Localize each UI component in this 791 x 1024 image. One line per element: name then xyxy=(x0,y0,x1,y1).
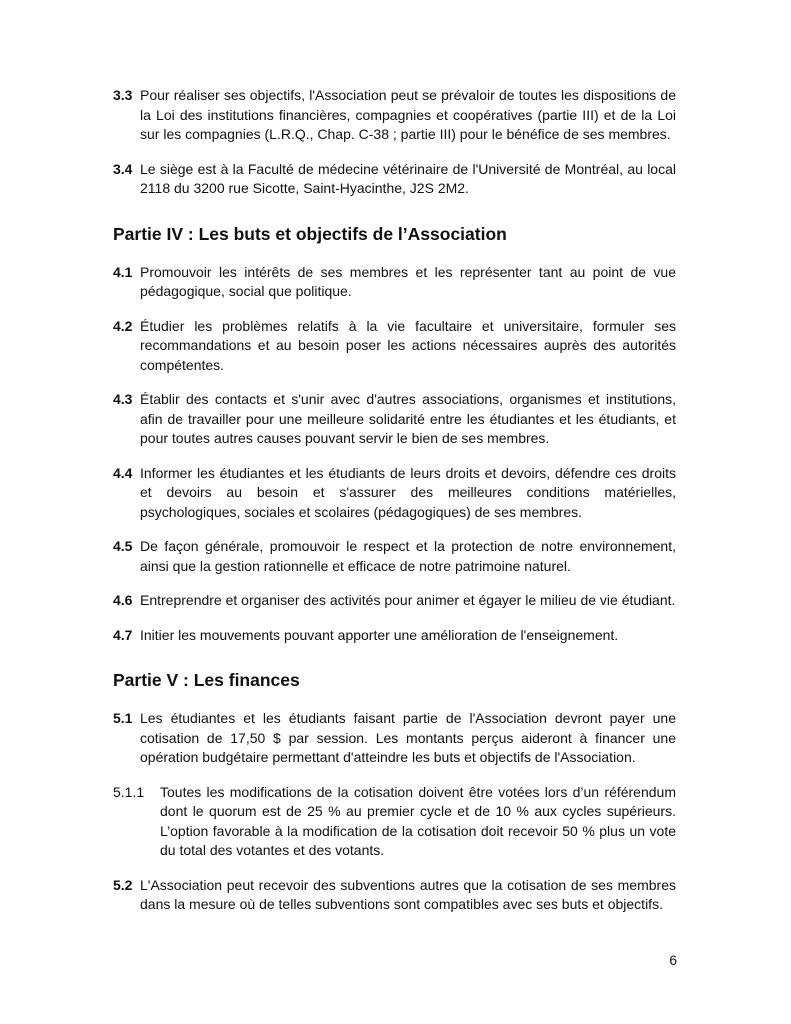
page-number: 6 xyxy=(669,952,677,968)
clause-text: Promouvoir les intérêts de ses membres et les représenter tant au point de vue pédagogique, social que politique. xyxy=(140,263,676,299)
clause-5-1-1 xyxy=(113,783,676,861)
clause-text: Établir des contacts et s'unir avec d'autres associations, organismes et institutions, afin de travailler pour une meilleure solidarité entre les étudiantes et les étudiants, et pour toutes autres causes pouvant servir le bien de ses membres. xyxy=(140,391,676,446)
clause-4-7 xyxy=(113,626,676,646)
clause-4-2 xyxy=(113,317,676,376)
clause-number: 5.2 xyxy=(113,876,133,893)
clause-text: De façon générale, promouvoir le respect et la protection de notre environnement, ainsi que la gestion rationnelle et efficace de notre patrimoine naturel. xyxy=(140,538,676,574)
clause-text: Étudier les problèmes relatifs à la vie facultaire et universitaire, formuler ses recommandations et au besoin poser les actions nécessaires auprès des autorités compétentes. xyxy=(140,317,676,373)
clause-number: 4.5 xyxy=(113,538,133,554)
clause-4-3 xyxy=(113,390,676,449)
page-content xyxy=(113,86,676,930)
clause-number: 4.7 xyxy=(113,626,133,643)
clause-4-4 xyxy=(113,464,676,523)
clause-text: Toutes les modifications de la cotisation doivent être votées lors d’un référendum dont le quorum est de 25 % au premier cycle et de 10 % aux cycles supérieurs. L’option favorable à la modification de la cotisation doit recevoir 50 % plus un vote du total des votantes et des votants. xyxy=(160,783,676,858)
clause-text: L'Association peut recevoir des subventions autres que la cotisation de ses membres dans la mesure où de telles subventions sont compatibles avec ses buts et objectifs. xyxy=(140,876,676,912)
clause-3-3 xyxy=(113,86,676,145)
clause-5-2 xyxy=(113,876,676,915)
clause-text: Le siège est à la Faculté de médecine vétérinaire de l'Université de Montréal, au local 2118 du 3200 rue Sicotte, Saint-Hyacinthe, J2S 2M2. xyxy=(140,160,676,196)
clause-number: 3.3 xyxy=(113,87,133,103)
clause-text: Pour réaliser ses objectifs, l'Association peut se prévaloir de toutes les dispositions de la Loi des institutions financières, compagnies et coopératives (partie III) et de la Loi sur les compagnies (L.R.Q., Chap. C-38 ; partie III) pour le bénéfice de ses membres. xyxy=(140,87,676,142)
clause-number: 4.6 xyxy=(113,592,133,608)
clause-number: 3.4 xyxy=(113,160,133,177)
section-heading-partie-iv: Partie IV : Les buts et objectifs de l’Association xyxy=(113,223,507,244)
clause-5-1 xyxy=(113,709,676,768)
clause-4-1 xyxy=(113,263,676,302)
clause-number: 5.1 xyxy=(113,710,133,726)
clause-number: 4.1 xyxy=(113,263,133,280)
clause-4-5 xyxy=(113,537,676,576)
clause-text: Informer les étudiantes et les étudiants de leurs droits et devoirs, défendre ces droits et devoirs au besoin et s'assurer des meilleures conditions matérielles, psychologiques, sociales et scolaires (pédagogiques) de ses membres. xyxy=(140,464,676,520)
clause-number: 4.3 xyxy=(113,391,133,407)
clause-text: Initier les mouvements pouvant apporter une amélioration de l'enseignement. xyxy=(140,626,619,643)
clause-text: Entreprendre et organiser des activités pour animer et égayer le milieu de vie étudiant. xyxy=(140,592,676,608)
clause-text: Les étudiantes et les étudiants faisant partie de l'Association devront payer une cotisation de 17,50 $ par session. Les montants perçus aideront à financer une opération budgétaire permettant d'atteindre les buts et objectifs de l'Association. xyxy=(140,710,676,765)
clause-number: 4.4 xyxy=(113,464,133,481)
clause-number: 5.1.1 xyxy=(113,783,145,800)
clause-4-6 xyxy=(113,591,676,611)
clause-number: 4.2 xyxy=(113,317,133,334)
clause-3-4 xyxy=(113,160,676,199)
section-heading-partie-v: Partie V : Les finances xyxy=(113,670,300,690)
